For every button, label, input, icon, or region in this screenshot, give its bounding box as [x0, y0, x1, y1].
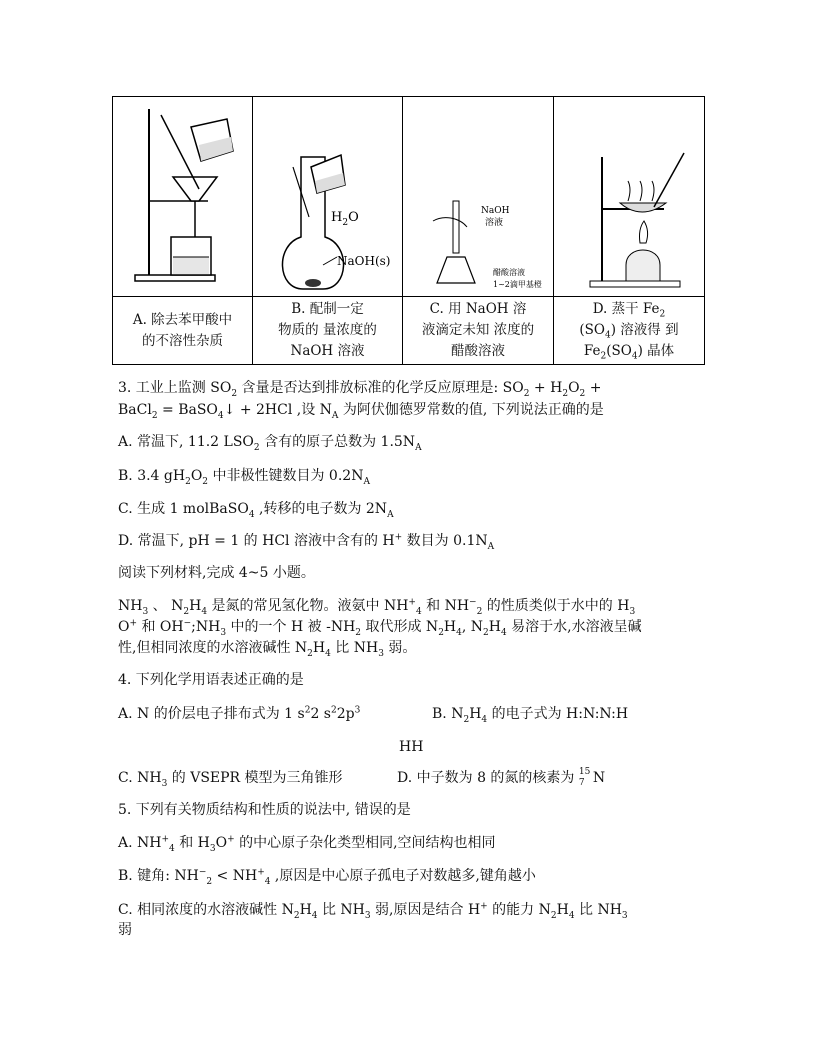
caption-c: C. 用 NaOH 溶 液滴定未知 浓度的 醋酸溶液: [403, 297, 554, 365]
titration-apparatus-icon: [403, 97, 554, 296]
caption-b: B. 配制一定 物质的 量浓度的 NaOH 溶液: [253, 297, 403, 365]
svg-text:H2O: $H_2O$: [331, 210, 359, 228]
q4-electron-formula-hh: HH: [399, 739, 424, 755]
q4-stem: 4. 下列化学用语表述正确的是: [118, 672, 304, 688]
apparatus-a-cell: [113, 97, 253, 297]
volumetric-flask-icon: [253, 97, 403, 296]
filtration-apparatus-icon: [113, 97, 253, 296]
q4-option-d: D. 中子数为 8 的氮的核素为 15 7 N: [397, 767, 606, 788]
q4-option-b: B. $N_2H_4$ 的电子式为 H:N:N:H: [432, 706, 629, 725]
q3-stem-line1: 3. 工业上监测 $SO_2$ 含量是否达到排放标准的化学反应原理是: $SO_2 + H_2O_2$ +: [118, 380, 602, 399]
q5-option-b: B. 键角: $NH^-_2 < NH^+_4$ ,原因是中心原子孤电子对数越多,键角越小: [118, 867, 536, 887]
q3-stem-line2: BaCl$_2$ = BaSO$_4$↓ + 2HCl ,设 $N_A$ 为阿伏伽德罗常数的值, 下列说法正确的是: [118, 402, 604, 421]
apparatus-c-cell: [403, 97, 554, 297]
q5-option-c-cont: 弱: [118, 922, 132, 938]
material-line3: 性,但相同浓度的水溶液碱性 $N_2H_4$ 比 $NH_3$ 弱。: [118, 640, 417, 659]
q4-option-a: A. N 的价层电子排布式为 1 $s^22$ $s^22p^3$: [118, 705, 361, 722]
q3-option-c: C. 生成 1 molBaSO$_4$ ,转移的电子数为 $2N_A$: [118, 501, 394, 520]
apparatus-d-cell: [554, 97, 705, 297]
q3-option-d: D. 常温下, pH = 1 的 HCl 溶液中含有的 H+ 数目为 $0.1N_A$: [118, 532, 495, 552]
caption-a: A. 除去苯甲酸中 的不溶性杂质: [113, 297, 253, 365]
q4-option-c: C. $NH_3$ 的 VSEPR 模型为三角锥形: [118, 770, 343, 789]
svg-text:醋酸溶液: 醋酸溶液: [493, 268, 525, 277]
q3-option-b: B. 3.4 $gH_2O_2$ 中非极性键数目为 $0.2N_A$: [118, 468, 370, 487]
material-line2: O+ 和 $OH^-;NH_3$ 中的一个 H 被 $-NH_2$ 取代形成 $N_2H_4$, $N_2H_4$ 易溶于水,水溶液呈碱: [118, 618, 642, 638]
svg-text:NaOH: NaOH: [481, 206, 510, 216]
reading-instruction: 阅读下列材料,完成 4~5 小题。: [118, 565, 315, 581]
naoh-solid-label: NaOH(s): [337, 254, 391, 268]
q5-stem: 5. 下列有关物质结构和性质的说法中, 错误的是: [118, 802, 411, 818]
caption-d: D. 蒸干 $Fe_2$ $(SO_4)$ 溶液得 到 $Fe_2(SO_4)$ 晶体: [554, 297, 705, 365]
material-line1: $NH_3$ 、 $N_2H_4$ 是氮的常见氢化物。液氨中 $NH^+_4$ 和 $NH^-_2$ 的性质类似于水中的 $H_3$: [118, 597, 636, 617]
q5-option-c: C. 相同浓度的水溶液碱性 $N_2H_4$ 比 $NH_3$ 弱,原因是结合 H+ 的能力 $N_2H_4$ 比 $NH_3$: [118, 901, 628, 921]
experiment-table: [112, 96, 705, 365]
evaporation-apparatus-icon: [554, 97, 705, 296]
apparatus-b-cell: [253, 97, 403, 297]
q5-option-a: A. $NH^+_4$ 和 $H_3O^+$ 的中心原子杂化类型相同,空间结构也相同: [118, 834, 496, 854]
q3-option-a: A. 常温下, 11.2 $LSO_2$ 含有的原子总数为 $1.5N_A$: [118, 434, 422, 453]
svg-text:1~2滴甲基橙: 1~2滴甲基橙: [493, 280, 542, 289]
svg-text:溶液: 溶液: [485, 218, 504, 228]
